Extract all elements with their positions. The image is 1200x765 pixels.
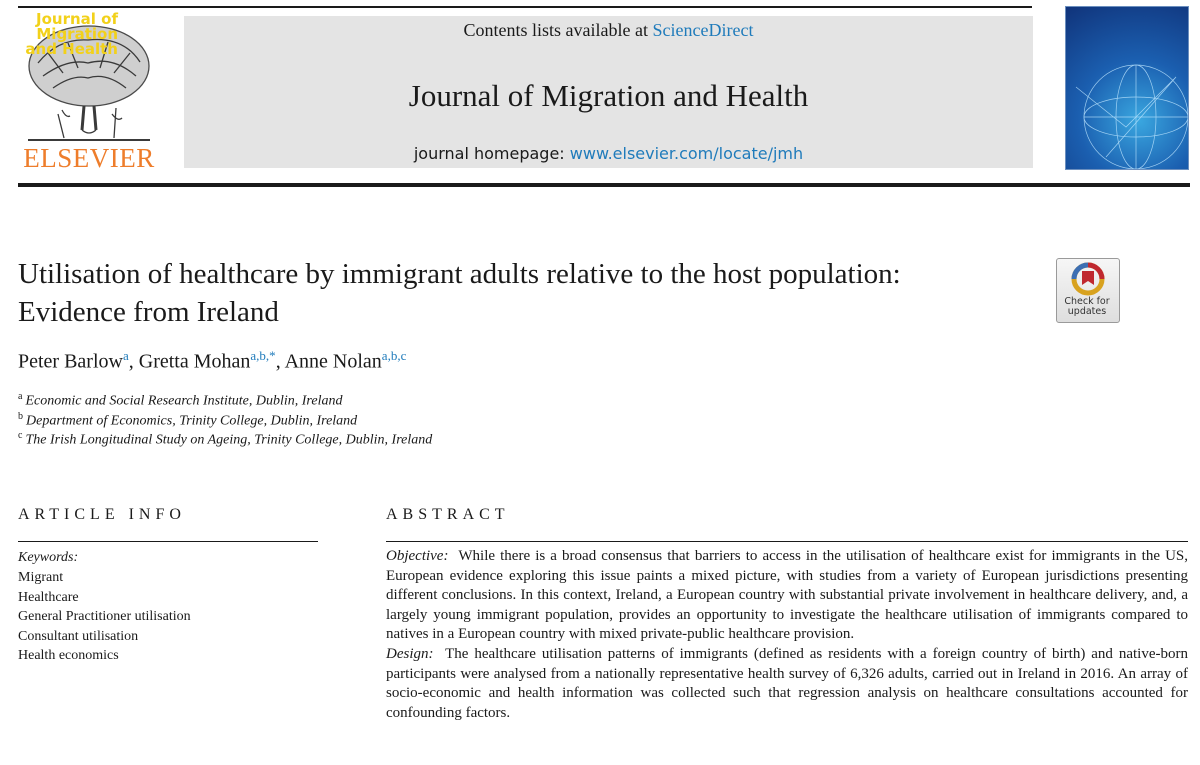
affiliation-mark: b xyxy=(18,411,23,422)
design-text: The healthcare utilisation patterns of immigrants (defined as residents with a foreign country of birth) and native-born participants were analysed from a nationally representative health survey of 6,326 adults, carried out in Ireland in 2016. An array of socio-economic and health information was collected such that regression analysis on healthcare consultations accounted for confounding factors. xyxy=(386,645,1188,721)
contents-line xyxy=(184,20,1033,41)
homepage-line xyxy=(184,144,1033,163)
keyword-item: Healthcare xyxy=(18,589,79,605)
article-info-rule xyxy=(18,541,318,542)
cover-title: Journal of Migration and Health xyxy=(25,10,118,58)
affiliation xyxy=(18,391,718,410)
globe-network-icon xyxy=(1066,7,1188,169)
journal-title: Journal of Migration and Health xyxy=(408,78,809,113)
affiliation xyxy=(18,411,718,430)
affiliation-text: Economic and Social Research Institute, Dublin, Ireland xyxy=(25,393,343,409)
abstract-body xyxy=(386,547,1188,723)
affiliation xyxy=(18,430,718,449)
abstract-heading: ABSTRACT xyxy=(386,506,510,523)
author-affiliation-mark[interactable]: a,b,* xyxy=(250,348,276,363)
header-bottom-rule xyxy=(18,183,1190,187)
abstract-rule xyxy=(386,541,1188,542)
keyword-item: Migrant xyxy=(18,570,64,585)
publisher-name: ELSEVIER xyxy=(23,143,155,173)
journal-cover-image xyxy=(1065,6,1189,170)
header-top-rule xyxy=(18,6,1032,8)
abstract-design xyxy=(386,645,1188,723)
contents-prefix: Contents lists available at xyxy=(463,20,653,40)
author-affiliation-mark[interactable]: a,b,c xyxy=(381,348,407,363)
objective-label: Objective: xyxy=(386,548,449,564)
keyword-list xyxy=(18,568,191,666)
author-name[interactable]: Anne Nolan xyxy=(284,350,382,373)
check-for-updates-label xyxy=(1056,297,1118,317)
author-list: Peter Barlow$^a$, Gretta Mohan$^{a,b,*}$, Anne Nolan$^{a,b,c}$ xyxy=(18,348,407,373)
author-name[interactable]: Peter Barlow xyxy=(18,350,123,373)
keyword-item: Health economics xyxy=(18,648,119,663)
affiliation-text: Department of Economics, Trinity College, Dublin, Ireland xyxy=(26,413,358,429)
objective-text: While there is a broad consensus that barriers to access in the utilisation of healthcare exist for immigrants in the US, European evidence exploring this issue paints a mixed picture, with studies from a variety of European jurisdictions presenting different conclusions. In this context, Ireland, a European country with substantial private involvement in healthcare delivery, and, a largely young immigrant population, provides an opportunity to investigate the healthcare utilisation of immigrants compared to natives in a European country with mixed private-public healthcare provision. xyxy=(386,548,1188,643)
affiliation-text: The Irish Longitudinal Study on Ageing, Trinity College, Dublin, Ireland xyxy=(25,432,433,448)
abstract-objective xyxy=(386,547,1188,645)
author-name[interactable]: Gretta Mohan xyxy=(138,350,251,373)
homepage-prefix: journal homepage: xyxy=(413,144,570,163)
crossmark-icon xyxy=(1057,259,1119,299)
affiliation-mark: c xyxy=(18,430,23,441)
homepage-link[interactable]: www.elsevier.com/locate/jmh xyxy=(569,144,804,163)
article-info-heading: ARTICLE INFO xyxy=(18,506,186,523)
keywords-label: Keywords: xyxy=(18,550,79,565)
badge-line-2: updates xyxy=(1067,306,1107,317)
sciencedirect-link[interactable]: ScienceDirect xyxy=(652,20,754,40)
badge-line-1: Check for xyxy=(1064,296,1110,307)
author-affiliation-mark[interactable]: a xyxy=(122,348,129,363)
keyword-item: General Practitioner utilisation xyxy=(18,609,191,624)
affiliation-mark: a xyxy=(18,391,23,402)
article-title: Utilisation of healthcare by immigrant adults relative to the host population: Evidence from Ireland xyxy=(18,258,901,328)
keyword-item: Consultant utilisation xyxy=(18,628,139,644)
design-label: Design: xyxy=(386,645,434,662)
